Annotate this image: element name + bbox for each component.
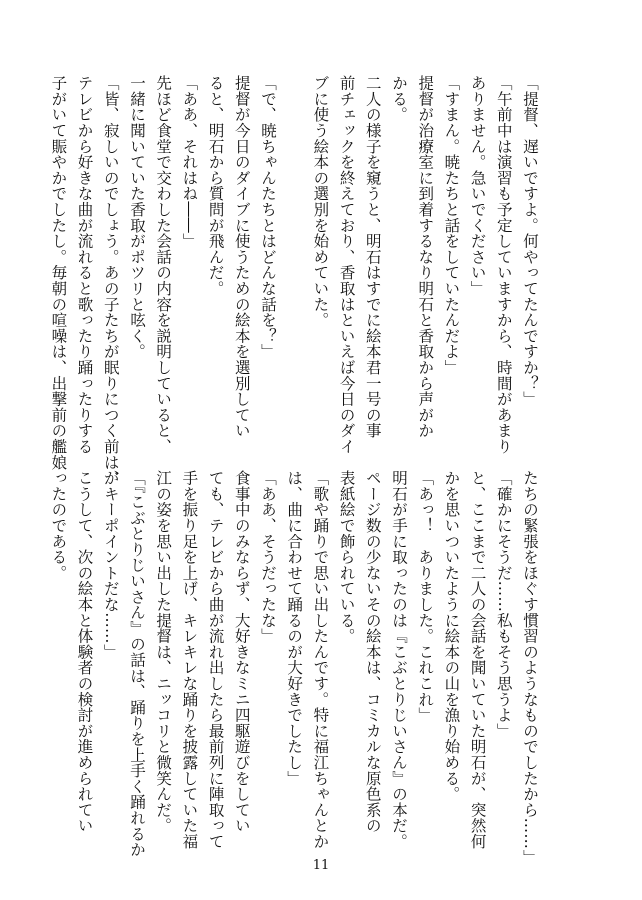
text-column: 「提督、遅いですよ。何やってたんですか？」 xyxy=(521,75,539,407)
text-column: 「確かにそうだ……私もそう思うよ」 xyxy=(494,470,513,739)
text-column: 食事中のみならず、大好きなミニ四駆遊びをしてい xyxy=(232,470,251,834)
text-column: たちの緊張をほぐす慣習のようなものでしたから……」 xyxy=(521,470,539,865)
text-column: 「歌や踊りで思い出したんです。特に福江ちゃんとか xyxy=(311,470,330,850)
text-column: 「ああ、そうだったな」 xyxy=(258,470,277,644)
text-column: 「午前中は演習も予定していますから、時間があまり xyxy=(494,75,513,455)
text-column: こうして、次の絵本と体験者の検討が進められてい xyxy=(75,470,94,834)
text-column: ると、明石から質問が飛んだ。 xyxy=(206,75,225,297)
text-column: 手を振り足を上げ、キレキレな踊りを披露していた福 xyxy=(180,470,199,850)
text-column: と、ここまで二人の会話を聞いていた明石が、突然何 xyxy=(468,470,487,850)
text-column: ページ数の少ないその絵本は、コミカルな原色系の xyxy=(363,470,382,834)
text-column: 子がいて賑やかでしたし。毎朝の喧噪は、出撃前の艦娘 xyxy=(49,75,68,470)
text-column: 先ほど食堂で交わした会話の内容を説明していると、 xyxy=(154,75,173,455)
text-column: 提督が治療室に到着するなり明石と香取から声がか xyxy=(416,75,435,439)
text-column: は、曲に合わせて踊るのが大好きでしたし」 xyxy=(285,470,304,786)
text-column: ったのである。 xyxy=(49,470,68,581)
text-column: 「『こぶとりじいさん』の話は、踊りを上手く踊れるか xyxy=(127,470,146,858)
text-column: ても、テレビから曲が流れ出したら最前列に陣取って xyxy=(206,470,225,850)
text-column xyxy=(281,75,307,455)
text-column: 表紙絵で飾られている。 xyxy=(337,470,356,644)
text-column: 前チェックを終えており、香取はといえば今日のダイ xyxy=(337,75,356,455)
text-column: 二人の様子を窺うと、明石はすでに絵本君一号の事 xyxy=(363,75,382,439)
text-column: ありません。急いでください」 xyxy=(468,75,487,297)
text-column: テレビから好きな曲が流れると歌ったり踊ったりする xyxy=(75,75,94,455)
text-column: 「すまん。暁たちと話をしていたんだよ」 xyxy=(442,75,461,376)
text-column: 「ああ、それはね――」 xyxy=(180,75,199,249)
text-column: 「あっ！ ありました。これこれ」 xyxy=(416,470,435,723)
text-column: 一緒に聞いていた香取がポツリと呟く。 xyxy=(127,75,146,360)
text-column: 江の姿を思い出した提督は、ニッコリと微笑んだ。 xyxy=(154,470,173,834)
text-block-bottom xyxy=(49,470,543,865)
text-column: ブに使う絵本の選別を始めていた。 xyxy=(311,75,330,328)
text-column: 提督が今日のダイブに使うための絵本を選別してい xyxy=(232,75,251,439)
text-column: がキーポイントだな……」 xyxy=(101,470,120,660)
text-column: 明石が手に取ったのは『こぶとりじいさん』の本だ。 xyxy=(389,470,408,850)
page-number: 11 xyxy=(312,858,330,873)
text-column: 「で、暁ちゃんたちとはどんな話を？」 xyxy=(258,75,277,360)
text-column: かを思いついたように絵本の山を漁り始める。 xyxy=(442,470,461,802)
text-column: 「皆、寂しいのでしょう。あの子たちが眠りにつく前は、 xyxy=(101,75,120,486)
text-column: かる。 xyxy=(389,75,408,123)
text-block-top xyxy=(49,75,543,486)
